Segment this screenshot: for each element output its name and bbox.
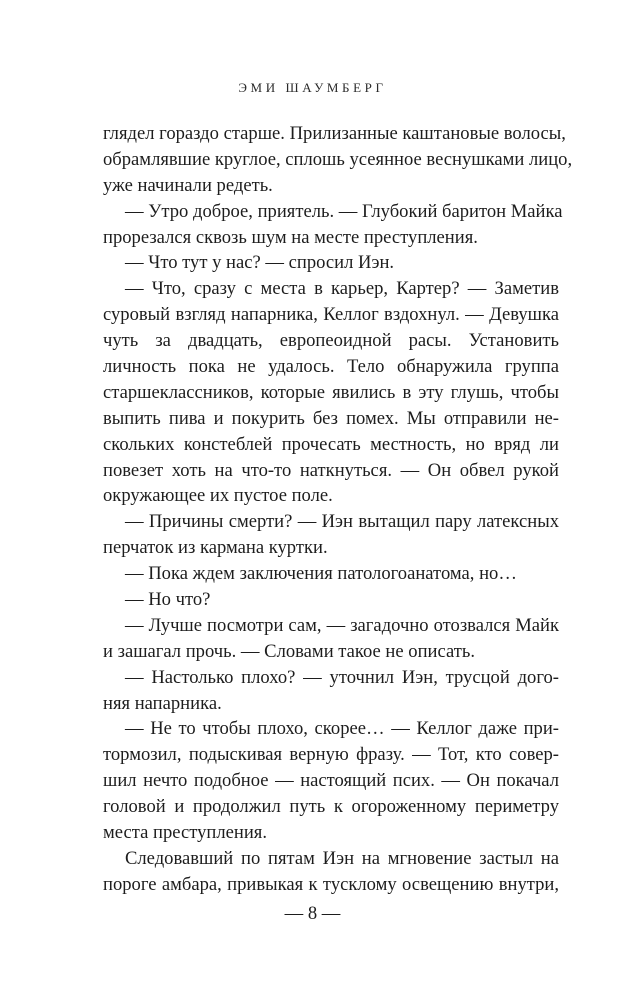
text-line: — Настолько плохо? — уточнил Иэн, трусцой дого-	[125, 666, 559, 688]
text-line: личность пока не удалось. Тело обнаружила группа	[103, 356, 559, 378]
text-line: пороге амбара, привыкая к тусклому освещению внутри,	[103, 873, 559, 895]
text-line: выпить пива и покурить без помех. Мы отправили не-	[103, 407, 559, 429]
text-line: — Лучше посмотри сам, — загадочно отозвался Майк	[125, 614, 559, 636]
text-line: старшеклассников, которые явились в эту глушь, чтобы	[103, 381, 559, 403]
text-line: чуть за двадцать, европеоидной расы. Установить	[103, 330, 559, 352]
text-line: глядел гораздо старше. Прилизанные каштановые волосы,	[103, 123, 566, 144]
text-line: и зашагал прочь. — Словами такое не описать.	[103, 640, 475, 662]
text-line: няя напарника.	[103, 692, 222, 714]
text-line: прорезался сквозь шум на месте преступления.	[103, 226, 478, 248]
text-line: тормозил, подыскивая верную фразу. — Тот, кто совер-	[103, 744, 559, 766]
running-head: ЭМИ ШАУМБЕРГ	[238, 80, 387, 95]
body-text	[103, 121, 573, 898]
text-line: скольких констеблей прочесать местность, но вряд ли	[103, 433, 559, 455]
text-line: — Но что?	[125, 589, 211, 611]
text-line: повезет хоть на что-то наткнуться. — Он обвел рукой	[103, 459, 559, 481]
text-line: — Что тут у нас? — спросил Иэн.	[125, 252, 395, 274]
text-line: — Причины смерти? — Иэн вытащил пару латексных	[125, 511, 559, 533]
text-line: Следовавший по пятам Иэн на мгновение застыл на	[125, 847, 559, 869]
text-line: уже начинали редеть.	[103, 174, 273, 196]
text-line: места преступления.	[103, 822, 267, 844]
text-line: окружающее их пустое поле.	[103, 485, 333, 507]
text-line: — Утро доброе, приятель. — Глубокий баритон Майка	[125, 200, 563, 222]
page-number: — 8 —	[284, 903, 341, 924]
text-line: — Что, сразу с места в карьер, Картер? — Заметив	[125, 278, 559, 300]
text-line: головой и продолжил путь к огороженному периметру	[103, 796, 559, 818]
text-line: шил нечто подобное — настоящий псих. — Он покачал	[103, 770, 559, 792]
text-line: — Пока ждем заключения патологоанатома, но…	[125, 563, 517, 585]
text-line: суровый взгляд напарника, Келлог вздохнул. — Девушка	[103, 304, 559, 326]
text-line: — Не то чтобы плохо, скорее… — Келлог даже при-	[125, 718, 559, 740]
text-line: обрамлявшие круглое, сплошь усеянное веснушками лицо,	[103, 148, 573, 170]
text-line: перчаток из кармана куртки.	[103, 537, 328, 559]
